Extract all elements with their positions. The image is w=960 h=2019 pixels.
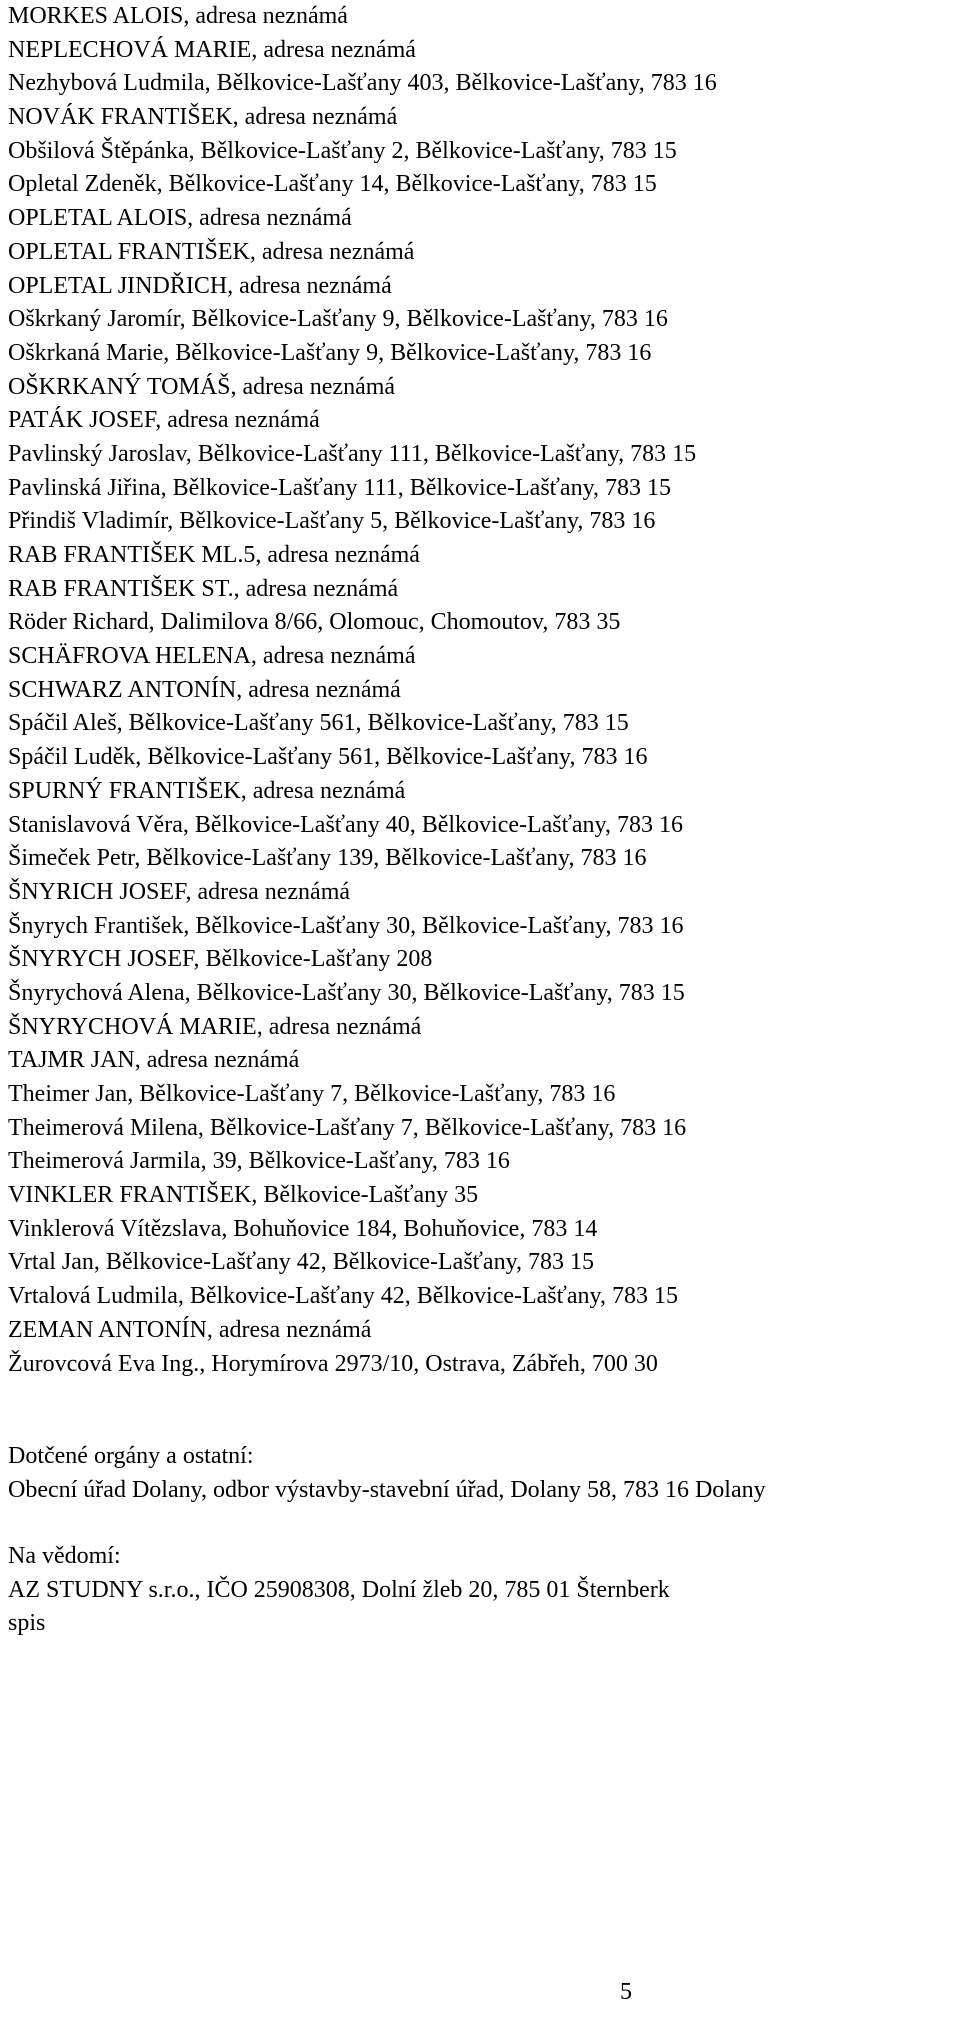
list-item: Oškrkaná Marie, Bělkovice-Lašťany 9, Bělkovice-Lašťany, 783 16 <box>8 339 652 366</box>
list-item: SCHWARZ ANTONÍN, adresa neznámá <box>8 676 401 703</box>
list-item: VINKLER FRANTIŠEK, Bělkovice-Lašťany 35 <box>8 1182 479 1209</box>
list-item: OPLETAL ALOIS, adresa neznámá <box>8 205 352 232</box>
list-item: Vrtalová Ludmila, Bělkovice-Lašťany 42, Bělkovice-Lašťany, 783 15 <box>8 1283 678 1310</box>
list-item: Šnyrychová Alena, Bělkovice-Lašťany 30, Bělkovice-Lašťany, 783 15 <box>8 979 685 1006</box>
list-item: Pavlinský Jaroslav, Bělkovice-Lašťany 111, Bělkovice-Lašťany, 783 15 <box>8 440 697 467</box>
list-item: OŠKRKANÝ TOMÁŠ, adresa neznámá <box>8 373 396 400</box>
list-item: Spáčil Aleš, Bělkovice-Lašťany 561, Bělkovice-Lašťany, 783 15 <box>8 710 629 737</box>
for-information-entry: spis <box>8 1610 46 1637</box>
list-item: RAB FRANTIŠEK ML.5, adresa neznámá <box>8 542 420 568</box>
recipient-list <box>8 0 954 1381</box>
list-item: NOVÁK FRANTIŠEK, adresa neznámá <box>8 104 398 131</box>
list-item: Theimer Jan, Bělkovice-Lašťany 7, Bělkovice-Lašťany, 783 16 <box>8 1081 616 1107</box>
list-item: Šnyrych František, Bělkovice-Lašťany 30, Bělkovice-Lašťany, 783 16 <box>8 912 684 939</box>
list-item: Theimerová Jarmila, 39, Bělkovice-Lašťany, 783 16 <box>8 1148 510 1175</box>
list-item: PATÁK JOSEF, adresa neznámá <box>8 407 320 434</box>
list-item: Nezhybová Ludmila, Bělkovice-Lašťany 403, Bělkovice-Lašťany, 783 16 <box>8 70 717 97</box>
list-item: Obšilová Štěpánka, Bělkovice-Lašťany 2, Bělkovice-Lašťany, 783 15 <box>8 137 677 164</box>
for-information-section <box>8 1540 954 1641</box>
list-item: OPLETAL JINDŘICH, adresa neznámá <box>8 272 392 299</box>
list-item: MORKES ALOIS, adresa neznámá <box>8 3 348 29</box>
list-item: Přindiš Vladimír, Bělkovice-Lašťany 5, Bělkovice-Lašťany, 783 16 <box>8 508 656 535</box>
page-number: 5 <box>620 1979 632 2005</box>
list-item: Šimeček Petr, Bělkovice-Lašťany 139, Bělkovice-Lašťany, 783 16 <box>8 845 647 872</box>
list-item: ZEMAN ANTONÍN, adresa neznámá <box>8 1316 372 1343</box>
list-item: NEPLECHOVÁ MARIE, adresa neznámá <box>8 36 416 63</box>
list-item: ŠNYRYCHOVÁ MARIE, adresa neznámá <box>8 1013 422 1040</box>
list-item: Žurovcová Eva Ing., Horymírova 2973/10, Ostrava, Zábřeh, 700 30 <box>8 1350 658 1377</box>
affected-authority-entry: Obecní úřad Dolany, odbor výstavby-stavební úřad, Dolany 58, 783 16 Dolany <box>8 1476 766 1503</box>
list-item: ŠNYRYCH JOSEF, Bělkovice-Lašťany 208 <box>8 946 433 973</box>
list-item: SPURNÝ FRANTIŠEK, adresa neznámá <box>8 777 406 804</box>
list-item: Opletal Zdeněk, Bělkovice-Lašťany 14, Bělkovice-Lašťany, 783 15 <box>8 171 657 198</box>
list-item: Theimerová Milena, Bělkovice-Lašťany 7, Bělkovice-Lašťany, 783 16 <box>8 1114 687 1141</box>
list-item: Vinklerová Vítězslava, Bohuňovice 184, Bohuňovice, 783 14 <box>8 1215 598 1242</box>
list-item: Stanislavová Věra, Bělkovice-Lašťany 40, Bělkovice-Lašťany, 783 16 <box>8 811 683 838</box>
list-item: Vrtal Jan, Bělkovice-Lašťany 42, Bělkovice-Lašťany, 783 15 <box>8 1249 595 1276</box>
affected-authorities-section <box>8 1440 954 1507</box>
affected-authorities-heading: Dotčené orgány a ostatní: <box>8 1443 254 1469</box>
list-item: SCHÄFROVA HELENA, adresa neznámá <box>8 643 416 670</box>
list-item: OPLETAL FRANTIŠEK, adresa neznámá <box>8 238 415 265</box>
for-information-entry: AZ STUDNY s.r.o., IČO 25908308, Dolní žleb 20, 785 01 Šternberk <box>8 1576 670 1603</box>
for-information-heading: Na vědomí: <box>8 1543 121 1569</box>
list-item: TAJMR JAN, adresa neznámá <box>8 1047 300 1074</box>
list-item: Oškrkaný Jaromír, Bělkovice-Lašťany 9, Bělkovice-Lašťany, 783 16 <box>8 306 668 333</box>
list-item: ŠNYRICH JOSEF, adresa neznámá <box>8 878 351 905</box>
list-item: RAB FRANTIŠEK ST., adresa neznámá <box>8 575 399 602</box>
list-item: Pavlinská Jiřina, Bělkovice-Lašťany 111, Bělkovice-Lašťany, 783 15 <box>8 474 672 501</box>
list-item: Spáčil Luděk, Bělkovice-Lašťany 561, Bělkovice-Lašťany, 783 16 <box>8 744 648 771</box>
list-item: Röder Richard, Dalimilova 8/66, Olomouc, Chomoutov, 783 35 <box>8 609 621 636</box>
document-page <box>8 0 954 2019</box>
